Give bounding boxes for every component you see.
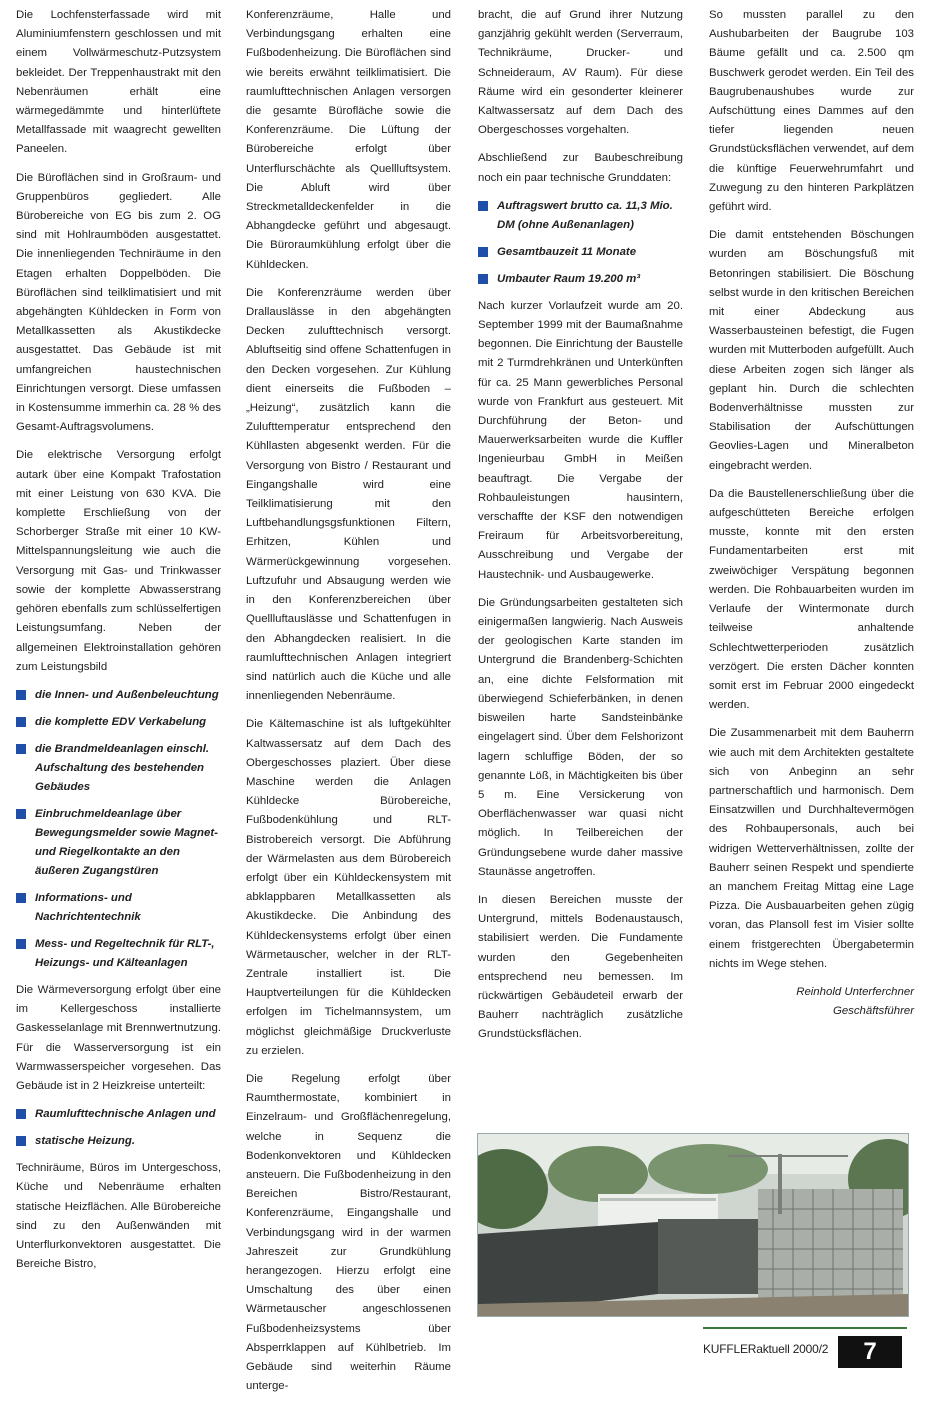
paragraph: Die damit entstehenden Böschungen wurden am Böschungsfuß mit Betonringen stabilisiert. Die Böschung selbst wurde in den kritischen Bereichen mit einer Abdeckung aus Wasserbausteinen befestigt, die Fugen wurden mit Mutterboden aufgefüllt. Auch diese Arbeiten zogen sich länger als geplant hin. Durch die schlechten Bodenverhältnisse mussten zur Stabilisation der Aufschüttungen Geovlies-Lagen und Mineralbeton eingebracht werden. [709,229,914,472]
list-item: Raumlufttechnische Anlagen und [16,1105,221,1124]
bullet-list-electrical [16,686,221,973]
bullet-square-icon [16,1136,26,1146]
paragraph: Die Wärmeversorgung erfolgt über eine im Kellergeschoss installierte Gaskesselanlage mit Brennwertnutzung. Für die Wasserversorgung ist ein Warmwasserspeicher vorgesehen. Das Gebäude ist in 2 Heizkreise unterteilt: [16,983,221,1092]
bullet-square-icon [16,690,26,700]
list-item: Gesamtbauzeit 11 Monate [478,243,683,262]
bullet-square-icon [478,274,488,284]
list-item: die Brandmeldeanlagen einschl. Aufschaltung des bestehenden Gebäudes [16,740,221,797]
list-item: Einbruchmeldeanlage über Bewegungsmelder sowie Magnet- und Riegelkontakte an den äußeren Zugangstüren [16,805,221,881]
list-item: Informations- und Nachrichtentechnik [16,889,221,927]
paragraph: Die Konferenzräume werden über Drallauslässe in den abgehängten Decken zulufttechnisch versorgt. Abluftseitig sind offene Schattenfugen in den Decken vorgesehen. Zur Kühlung dient einerseits die Fußboden – „Heizung“, zusätzlich kann die Zulufttemperatur entsprechend den Kühllasten abgesenkt werden. Für die Versorgung von Bistro / Restaurant und Eingangshalle wird eine Teilklimatisierung mit den Luftbehandlungsgsfunktionen Filtern, Erhitzen, Kühlen und Wärmerückgewinnung vorgesehen. Luftzufuhr und Absaugung werden wie in den Konferenzbereichen über Quellluftauslässe und Schattenfugen in den Abhangdecken realisiert. In die raumlufttechnischen Anlagen integriert sind natürlich auch die Küche und alle innenliegenden Nebenräume. [246,286,451,703]
paragraph: In diesen Bereichen musste der Untergrund, mittels Bodenaustausch, stabilisiert werden. Die Fundamente wurden den Gegebenheiten entsprechend neu bemessen. Im rückwärtigen Gebäudeteil erwarb der Bauherr nachträglich zusätzliche Grundstücksflächen. [478,893,683,1041]
paragraph: Die Büroflächen sind in Großraum- und Gruppenbüros gegliedert. Alle Bürobereiche von EG bis zum 2. OG sind mit Hohlraumböden ausgestattet. Die innenliegenden Techniräume in den Etagen erhalten Doppelböden. Die Büroflächen sind teilklimatisiert und mit abgehängten Kühldecken in Form von Metallkassetten als Akustikdecke ausgestattet. Das Gebäude ist mit umfangreichen haustechnischen Einrichtungen versorgt. Diese umfassen in Kostensumme immerhin ca. 28 % des Gesamt-Auftragsvolumens. [16,171,221,434]
paragraph: Die Regelung erfolgt über Raumthermostate, kombiniert in Einzelraum- und Großflächenregelung, welche in Sequenz die Bodenkonvektoren und Kühldecken ansteuern. Die Fußbodenheizung in den Bereichen Bistro/Restaurant, Konferenzräume, Eingangshalle und Verbindungsgang wird in der warmen Jahreszeit zur Grundkühlung herangezogen. Hierzu erfolgt eine Umschaltung des über einen Wärmetauscher angeschlossenen Fußbodenheizsystems über Absperrklappen auf Kühlbetrieb. Im Gebäude sind weiterhin Räume unterge- [246,1072,451,1393]
page-number: 7 [838,1336,902,1368]
text-column-1 [16,6,221,1283]
construction-site-photo [477,1133,909,1317]
paragraph: bracht, die auf Grund ihrer Nutzung ganzjährig gekühlt werden (Serverraum, Technikräume, Drucker- und Schneideraum, AV Raum). Für diese Räume wird ein gesonderter kleinerer Kaltwassersatz auf dem Dach des Obergeschosses vorgehalten. [478,9,683,137]
author-title: Geschäftsführer [832,1004,914,1017]
bullet-square-icon [16,939,26,949]
bullet-square-icon [16,893,26,903]
list-item: die Innen- und Außenbeleuchtung [16,686,221,705]
paragraph: Da die Baustellenerschließung über die aufgeschütteten Bereiche erfolgen musste, konnte mit den ersten Fundamentarbeiten erst mit zweiwöchiger Verspätung begonnen werden. Die Rohbauarbeiten wurden im Verlaufe der Wintermonate durch teilweise anhaltende Schlechtwetterperioden zusätzlich verzögert. Die ersten Dächer konnten somit erst im Februar 2000 eingedeckt werden. [709,487,914,712]
paragraph: Techniräume, Büros im Untergeschoss, Küche und Nebenräume erhalten statische Heizflächen. Alle Bürobereiche sind zu den Außenwänden mit Unterflurkonvektoren ausgestattet. Die Bereiche Bistro, [16,1162,221,1271]
list-item: die komplette EDV Verkabelung [16,713,221,732]
bullet-square-icon [16,809,26,819]
list-item: statische Heizung. [16,1132,221,1151]
footer-rule [703,1327,907,1329]
paragraph: Nach kurzer Vorlaufzeit wurde am 20. September 1999 mit der Baumaßnahme begonnen. Die Einrichtung der Baustelle mit 2 Turmdrehkränen und Unterkünften für ca. 25 Mann gewerbliches Personal wurde von Frankfurt aus gesteuert. Mit Durchführung der Beton- und Mauerwerksarbeiten wurde die Kuffler Ingenieurbau GmbH in Meißen beauftragt. Die Vergabe der Rohbauleistungen hausintern, verschaffte der KSF den notwendigen Freiraum für Arbeitsvorbereitung, Ausschreibung und Vergabe der Haustechnik- und Ausbaugewerke. [478,299,683,581]
paragraph: Die Gründungsarbeiten gestalteten sich einigermaßen langwierig. Nach Ausweis der geologischen Karte standen im Untergrund die Brandenberg-Schichten an, eine dichte Felsformation mit überwiegend Schieferbänken, in denen bisweilen harte Sandsteinbänke eingelagert sind. Über dem Felshorizont lagern schluffige Böden, der so genannte Löß, in Mächtigkeiten bis über 5 m. Eine Versickerung von Oberflächenwasser war quasi nicht möglich. In Teilbereichen der Gründungsebene wurde daher massive Staunässe angetroffen. [478,596,683,878]
magazine-name: KUFFLERaktuell 2000/2 [703,1342,829,1356]
bullet-list-heating [16,1105,221,1151]
paragraph: Die elektrische Versorgung erfolgt autark über eine Kompakt Trafostation mit einer Leistung von 630 KVA. Die komplette Erschließung von der Schorberger Straße mit einer 10 KW-Mittelspannungsleitung wie auch die Versorgung mit Gas- und Trinkwasser sowie der komplette Abwasserstrang gehören ebenfalls zum schlüsselfertigen Leistungsumfang. Neben der allgemeinen Elektroinstallation gehören zum Leistungsbild [16,449,221,673]
bullet-square-icon [16,744,26,754]
paragraph: Die Kältemaschine ist als luftgekühlter Kaltwassersatz auf dem Dach des Obergeschosses plaziert. Über diese Maschine werden die Anlagen Kühldecke Bürobereiche, Fußbodenkühlung und RLT-Bistrobereich versorgt. Die Abführung der Wärmelasten aus dem Bürobereich erfolgt über ein Kühldeckensystem mit abklappbaren Metallkassetten als Akustikdecke. Die Anbindung des Kühldeckensystems erfolgt über einen Wärmetauscher, welcher in der RLT-Zentrale installiert ist. Die Hauptverteilungen für die Kühldecken erfolgen im Tichelmannsystem, um möglichst gleichmäßige Druckverluste zu erzielen. [246,718,451,1057]
author-name: Reinhold Unterferchner [796,985,914,998]
bullet-square-icon [478,201,488,211]
list-item: Mess- und Regeltechnik für RLT-, Heizungs- und Kälteanlagen [16,935,221,973]
paragraph: Die Zusammenarbeit mit dem Bauherrn wie auch mit dem Architekten gestaltete sich von Anbeginn an sehr partnerschaftlich und harmonisch. Dem Einsatzwillen und Durchhaltevermögen des Rohbaupersonals, auch bei widrigen Wetterverhältnissen, zollte der Bauherr seinen Respekt und spendierte an manchem Freitag Mittag eine Lage Pizza. Die Ausbauarbeiten gehen zügig voran, das Plansoll fest im Visier sollte einem fristgerechten Übergabetermin nichts im Wege stehen. [709,727,914,970]
bullet-square-icon [16,717,26,727]
text-column-4 [709,6,914,1021]
paragraph: Abschließend zur Baubeschreibung noch ein paar technische Grunddaten: [478,152,683,184]
bullet-square-icon [478,247,488,257]
text-column-3 [478,6,683,1054]
paragraph: So mussten parallel zu den Aushubarbeiten der Baugrube 103 Bäume gefällt und ca. 2.500 qm Buschwerk gerodet werden. Ein Teil des Baugrubenaushubes wurde zur Aufschüttung eines Dammes auf den tiefer liegenden neuen Grundstücksflächen verwendet, auf dem die künftige Feuerwehrumfahrt und Zuwegung zu den hinteren Parkplätzen geführt wird. [709,9,914,214]
text-column-2 [246,6,451,1405]
paragraph: Konferenzräume, Halle und Verbindungsgang erhalten eine Fußbodenheizung. Die Büroflächen sind wie bereits erwähnt teilklimatisiert. Die raumlufttechnischen Anlagen versorgen die gesamte Bürofläche sowie die Konferenzräume. Die Lüftung der Bürobereiche erfolgt über Unterflurschächte als Quellluftsystem. Die Abluft wird über Streckmetalldeckenfelder in die Abhangdecke geführt und abgesaugt. Die Büroraumkühlung erfolgt über die Kühldecken. [246,9,451,271]
list-item: Auftragswert brutto ca. 11,3 Mio. DM (ohne Außenanlagen) [478,197,683,235]
bullet-square-icon [16,1109,26,1119]
facts-list [478,197,683,289]
signature-block [709,983,914,1021]
paragraph: Die Lochfensterfassade wird mit Aluminiumfenstern geschlossen und mit einem Vollwärmeschutz-Putzsystem bekleidet. Der Treppenhaustrakt mit den Nebenräumen erhält eine wärmegedämmte und hinterlüftete Metallfassade mit waagrecht gewellten Paneelen. [16,9,221,156]
list-item: Umbauter Raum 19.200 m³ [478,270,683,289]
